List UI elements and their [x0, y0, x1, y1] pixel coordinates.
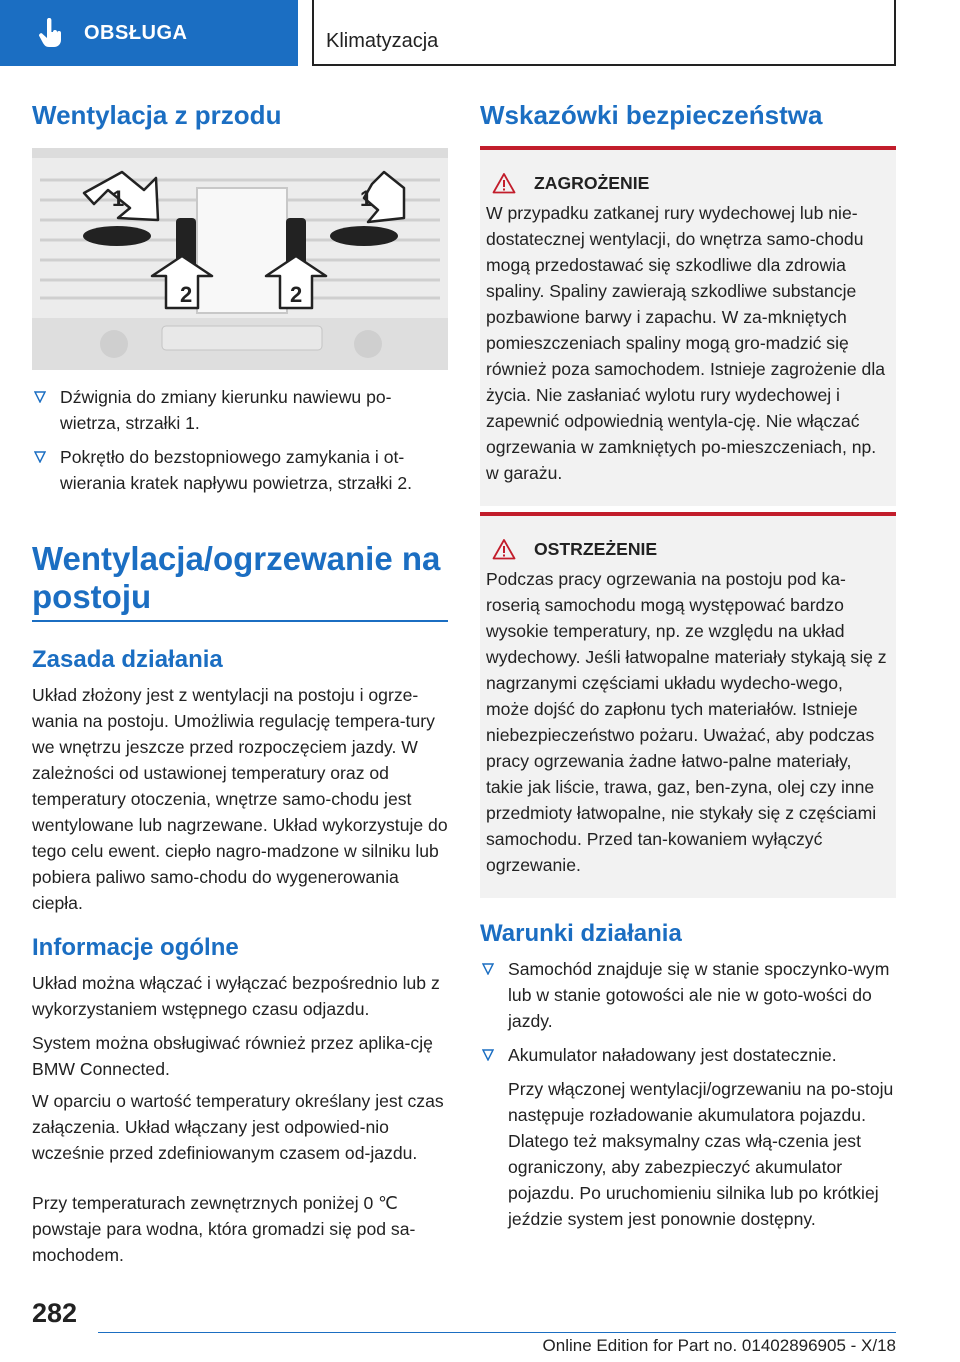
list-item-text: Samochód znajduje się w stanie spoczynko-wym lub w stanie gotowości ale nie w goto-wości do jazdy. [508, 959, 890, 1031]
list-item [480, 956, 896, 1034]
principle-heading: Zasada działania [32, 646, 223, 673]
page-header [0, 0, 960, 66]
general-info-p4: Przy temperaturach zewnętrznych poniżej 0 ℃ powstaje para wodna, która gromadzi się pod sa-mochodem. [32, 1193, 416, 1265]
right-column [480, 100, 896, 1229]
breadcrumb: Klimatyzacja [312, 0, 896, 66]
figure-label-1-right: 1 [360, 186, 373, 211]
hand-pointer-icon [38, 18, 64, 48]
general-info-p1: Układ można włączać i wyłączać bezpośrednio lub z wykorzystaniem wstępnego czasu odjazdu. [32, 973, 440, 1019]
general-info-p2: System można obsługiwać również przez aplika-cję BMW Connected. [32, 1033, 433, 1079]
parking-heater-heading: Wentylacja/ogrzewanie na postoju [32, 540, 441, 616]
danger-title-text: ZAGROŻENIE [534, 172, 650, 193]
principle-text: Układ złożony jest z wentylacji na postoju i ogrze-wania na postoju. Umożliwia regulację tempera-tury we wnętrzu jeszcze przed rozpoczęciem jazdy. W zależności od ustawionej temperatury oraz od temperatury otoczenia, wnętrze samo-chodu jest wentylowane lub nagrzewane. Układ wykorzystuje do tego celu ewent. ciepło nagro-madzone w silniku lub pobiera paliwo samo-chodu do wygenerowania ciepła. [32, 685, 448, 913]
footer-edition: Online Edition for Part no. 01402896905 - X/18 [542, 1336, 896, 1355]
triangle-bullet-icon [482, 1049, 494, 1061]
section-tab-label: OBSŁUGA [84, 21, 188, 44]
list-item [32, 384, 448, 436]
front-vent-heading: Wentylacja z przodu [32, 100, 282, 130]
footer-rule [98, 1332, 896, 1333]
section-tab[interactable] [0, 0, 298, 66]
condition-detail-text: Przy włączonej wentylacji/ogrzewaniu na po-stoju następuje rozładowanie akumulatora pojazdu. Dlatego też maksymalny czas włą-czenia jest ograniczony, aby zabezpieczyć akumulator pojazdu. Po uruchomieniu silnika lub po krótkiej jeździe system jest ponownie dostępny. [508, 1079, 894, 1229]
list-item [480, 1042, 896, 1232]
conditions-heading: Warunki działania [480, 920, 682, 947]
warning-title [486, 538, 890, 560]
triangle-bullet-icon [34, 391, 46, 403]
vent-illustration [32, 148, 448, 370]
list-item [32, 444, 448, 496]
warning-triangle-icon [492, 172, 516, 194]
list-item-text: Pokrętło do bezstopniowego zamykania i ot-wierania kratek napływu powietrza, strzałki 2. [60, 447, 413, 493]
triangle-bullet-icon [482, 963, 494, 975]
danger-title [486, 172, 890, 194]
warning-text: Podczas pracy ogrzewania na postoju pod ka-roserią samochodu mogą występować bardzo wysokie temperatury, np. ze względu na układ wydechowy. Jeśli łatwopalne materiały stykają się z nagrzanymi częściami układu wydecho-wego, może dojść do zapłonu tych materiałów. Istnieje niebezpieczeństwo pożaru. Uważać, aby podczas pracy ogrzewania żadne łatwo-palne materiały, takie jak liście, trawa, gaz, ben-zyna, olej czy inne przedmioty łatwopalne, nie stykały się z częściami samochodu. Przed tan-kowaniem wyłączyć ogrzewanie. [486, 569, 887, 875]
list-item-text: Akumulator naładowany jest dostatecznie. [508, 1045, 837, 1065]
list-item-text: Dźwignia do zmiany kierunku nawiewu po-wietrza, strzałki 1. [60, 387, 392, 433]
front-vent-list [32, 384, 448, 504]
general-info-heading: Informacje ogólne [32, 934, 239, 961]
general-info-p3: W oparciu o wartość temperatury określany jest czas załączenia. Układ włączany jest odpowied-nio wcześnie przed zdefiniowanym czasem od-jazdu. [32, 1091, 444, 1163]
left-column [32, 100, 448, 1265]
safety-heading: Wskazówki bezpieczeństwa [480, 100, 823, 130]
page-number: 282 [32, 1298, 78, 1328]
triangle-bullet-icon [34, 451, 46, 463]
figure-label-1-left: 1 [112, 186, 125, 211]
warning-title-text: OSTRZEŻENIE [534, 538, 658, 559]
warning-box [480, 512, 896, 898]
conditions-list [480, 956, 896, 1240]
warning-triangle-icon [492, 538, 516, 560]
vent-figure [32, 148, 448, 370]
danger-box [480, 146, 896, 506]
figure-label-2-right: 2 [290, 282, 303, 307]
heading-rule [32, 620, 448, 622]
danger-text: W przypadku zatkanej rury wydechowej lub nie-dostatecznej wentylacji, do wnętrza samo-chodu mogą przedostawać się szkodliwe dla zdrowia spaliny. Spaliny zawierają szkodliwe substancje pozbawione barwy i zapachu. W za-mkniętych pomieszczeniach spaliny mogą gro-madzić się również poza samochodem. Istnieje zagrożenie dla życia. Nie zasłaniać wylotu rury wydechowej i zapewnić odpowiednią wentyla-cję. Nie włączać ogrzewania w zamkniętych po-mieszczeniach, np. w garażu. [486, 203, 886, 483]
figure-label-2-left: 2 [180, 282, 193, 307]
